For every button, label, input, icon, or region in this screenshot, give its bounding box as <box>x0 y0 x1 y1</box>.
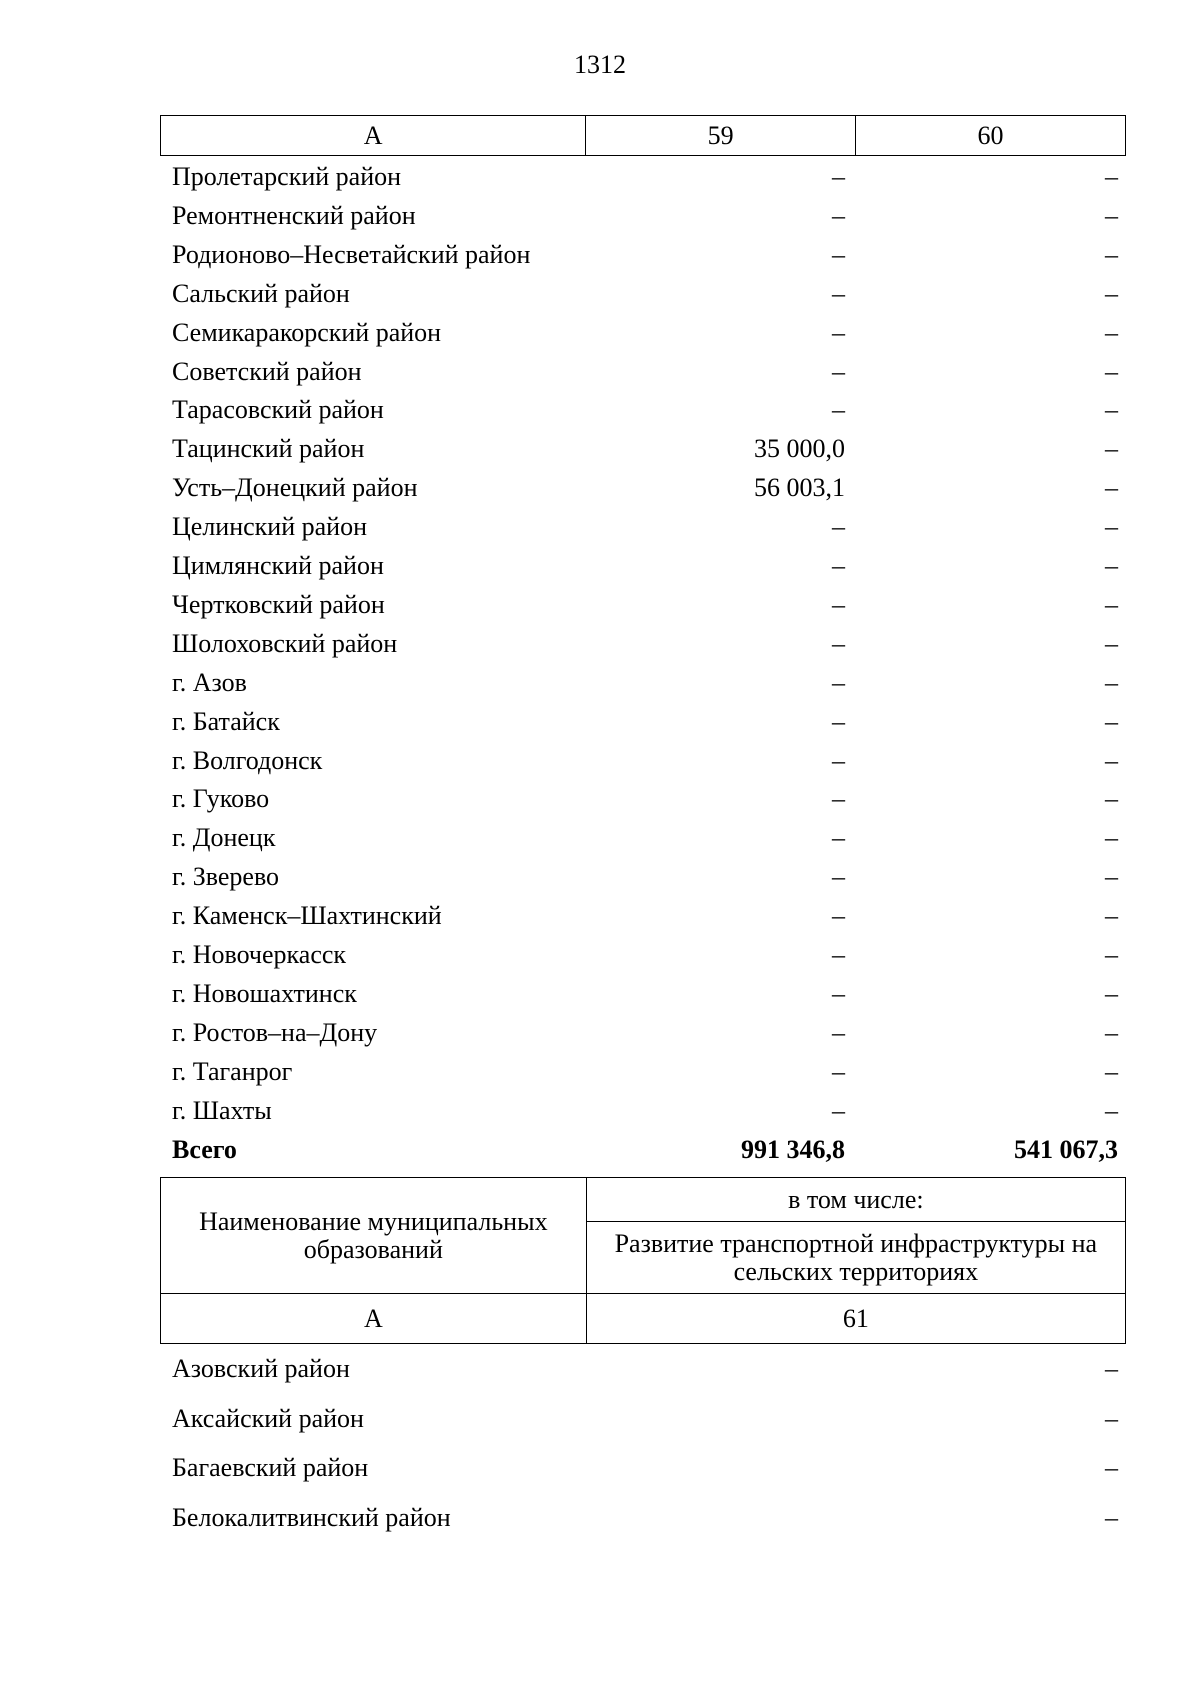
table-row <box>0 975 1200 1013</box>
row-name: г. Волгодонск <box>172 745 323 775</box>
row-name: Родионово–Несветайский район <box>172 239 531 269</box>
row-value-60: – <box>1105 162 1118 191</box>
table2-index-col-61: 61 <box>586 1294 1125 1344</box>
row-value-59: – <box>832 1017 845 1047</box>
row-name: Советский район <box>172 356 362 386</box>
row-value-60: – <box>1105 1017 1118 1047</box>
table-row <box>0 1053 1200 1091</box>
table2-index-col-a: А <box>161 1294 587 1344</box>
row-value-60: – <box>1105 978 1118 1008</box>
table-row <box>0 430 1200 468</box>
row-value-59: – <box>832 1056 845 1086</box>
row-value-61: – <box>1105 1354 1118 1383</box>
row-name: Целинский район <box>172 512 367 542</box>
table1-header-col-60: 60 <box>856 116 1126 156</box>
row-name: г. Каменск–Шахтинский <box>172 901 442 931</box>
row-name: Тацинский район <box>172 434 365 464</box>
table-row <box>0 703 1200 741</box>
table-row <box>0 780 1200 818</box>
table-row <box>0 625 1200 663</box>
row-name: г. Азов <box>172 667 247 697</box>
row-value-60: – <box>1105 473 1118 503</box>
row-value-60: – <box>1105 589 1118 619</box>
total-value-60: 541 067,3 <box>1014 1134 1118 1164</box>
row-value-60: – <box>1105 200 1118 230</box>
row-value-60: – <box>1105 706 1118 736</box>
row-name: г. Шахты <box>172 1095 272 1125</box>
row-value-61: – <box>1105 1453 1118 1482</box>
table-row <box>0 936 1200 974</box>
row-value-59: – <box>832 862 845 892</box>
row-value-59: – <box>832 512 845 542</box>
table-row <box>0 586 1200 624</box>
total-label: Всего <box>172 1134 237 1164</box>
row-value-60: – <box>1105 862 1118 892</box>
row-value-60: – <box>1105 512 1118 542</box>
row-name: г. Донецк <box>172 823 276 853</box>
table2-col-name-header: Наименование муниципальных образований <box>161 1178 587 1294</box>
row-name: Ремонтненский район <box>172 200 416 230</box>
table-row <box>0 1014 1200 1052</box>
table-row <box>0 353 1200 391</box>
table-row <box>0 275 1200 313</box>
row-name: Аксайский район <box>172 1403 364 1433</box>
row-name: Пролетарский район <box>172 162 402 191</box>
row-value-59: – <box>832 1095 845 1125</box>
row-name: г. Гуково <box>172 784 270 814</box>
row-value-59: – <box>832 628 845 658</box>
table-row <box>0 1499 1200 1537</box>
table-row <box>0 858 1200 896</box>
page-number: 1312 <box>574 50 626 79</box>
table-row <box>0 469 1200 507</box>
row-value-60: – <box>1105 356 1118 386</box>
table-row <box>0 236 1200 274</box>
table2-header <box>160 1177 1126 1344</box>
row-value-59: – <box>832 278 845 308</box>
row-value-60: – <box>1105 784 1118 814</box>
row-value-59: – <box>832 706 845 736</box>
table-row <box>0 664 1200 702</box>
row-value-61: – <box>1105 1403 1118 1433</box>
row-name: Семикаракорский район <box>172 317 442 347</box>
row-name: Сальский район <box>172 278 350 308</box>
row-value-60: – <box>1105 395 1118 425</box>
row-name: Чертковский район <box>172 589 385 619</box>
table-row <box>0 197 1200 235</box>
row-name: Тарасовский район <box>172 395 384 425</box>
table1-header <box>160 115 1126 156</box>
row-name: Усть–Донецкий район <box>172 473 418 503</box>
table2-group-header: в том числе: <box>586 1178 1125 1222</box>
row-value-59: – <box>832 784 845 814</box>
row-value-60: – <box>1105 551 1118 580</box>
table-row <box>0 1400 1200 1438</box>
row-value-59: – <box>832 589 845 619</box>
total-value-59: 991 346,8 <box>741 1134 845 1164</box>
row-value-59: – <box>832 317 845 347</box>
table-row <box>0 819 1200 857</box>
row-value-60: – <box>1105 239 1118 269</box>
row-value-59: – <box>832 901 845 931</box>
row-name: г. Зверево <box>172 862 280 892</box>
row-value-60: – <box>1105 317 1118 347</box>
row-value-59: – <box>832 239 845 269</box>
row-value-59: – <box>832 745 845 775</box>
row-name: Белокалитвинский район <box>172 1502 451 1532</box>
table-row <box>0 547 1200 585</box>
table1-header-col-59: 59 <box>586 116 856 156</box>
row-value-59: – <box>832 551 845 580</box>
row-name: г. Ростов–на–Дону <box>172 1017 378 1047</box>
row-value-60: – <box>1105 434 1118 464</box>
row-value-60: – <box>1105 1056 1118 1086</box>
row-value-61: – <box>1105 1502 1118 1532</box>
row-name: Багаевский район <box>172 1453 369 1482</box>
total-row <box>0 1131 1200 1169</box>
table-row <box>0 391 1200 429</box>
row-name: г. Таганрог <box>172 1056 293 1086</box>
table1-header-col-a: А <box>161 116 586 156</box>
row-value-59: – <box>832 395 845 425</box>
row-name: Шолоховский район <box>172 628 398 658</box>
row-value-59: – <box>832 978 845 1008</box>
table2-sub-header: Развитие транспортной инфраструктуры на сельских территориях <box>586 1222 1125 1294</box>
table-row <box>0 508 1200 546</box>
row-value-59: – <box>832 162 845 191</box>
row-value-60: – <box>1105 940 1118 969</box>
row-value-59: – <box>832 667 845 697</box>
table-row <box>0 1350 1200 1388</box>
row-value-59: 35 000,0 <box>754 434 845 464</box>
table-row <box>0 897 1200 935</box>
row-name: Азовский район <box>172 1354 350 1383</box>
row-value-59: – <box>832 356 845 386</box>
row-value-60: – <box>1105 628 1118 658</box>
row-name: г. Батайск <box>172 706 280 736</box>
table-row <box>0 158 1200 196</box>
table-row <box>0 314 1200 352</box>
row-name: г. Новочеркасск <box>172 940 347 969</box>
row-value-59: 56 003,1 <box>754 473 845 503</box>
row-value-60: – <box>1105 278 1118 308</box>
table-row <box>0 1449 1200 1487</box>
table-row <box>0 1092 1200 1130</box>
row-value-59: – <box>832 823 845 853</box>
row-value-59: – <box>832 200 845 230</box>
row-value-59: – <box>832 940 845 969</box>
row-value-60: – <box>1105 667 1118 697</box>
row-value-60: – <box>1105 745 1118 775</box>
row-value-60: – <box>1105 1095 1118 1125</box>
table-row <box>0 742 1200 780</box>
row-name: Цимлянский район <box>172 551 384 580</box>
row-name: г. Новошахтинск <box>172 978 357 1008</box>
row-value-60: – <box>1105 901 1118 931</box>
row-value-60: – <box>1105 823 1118 853</box>
